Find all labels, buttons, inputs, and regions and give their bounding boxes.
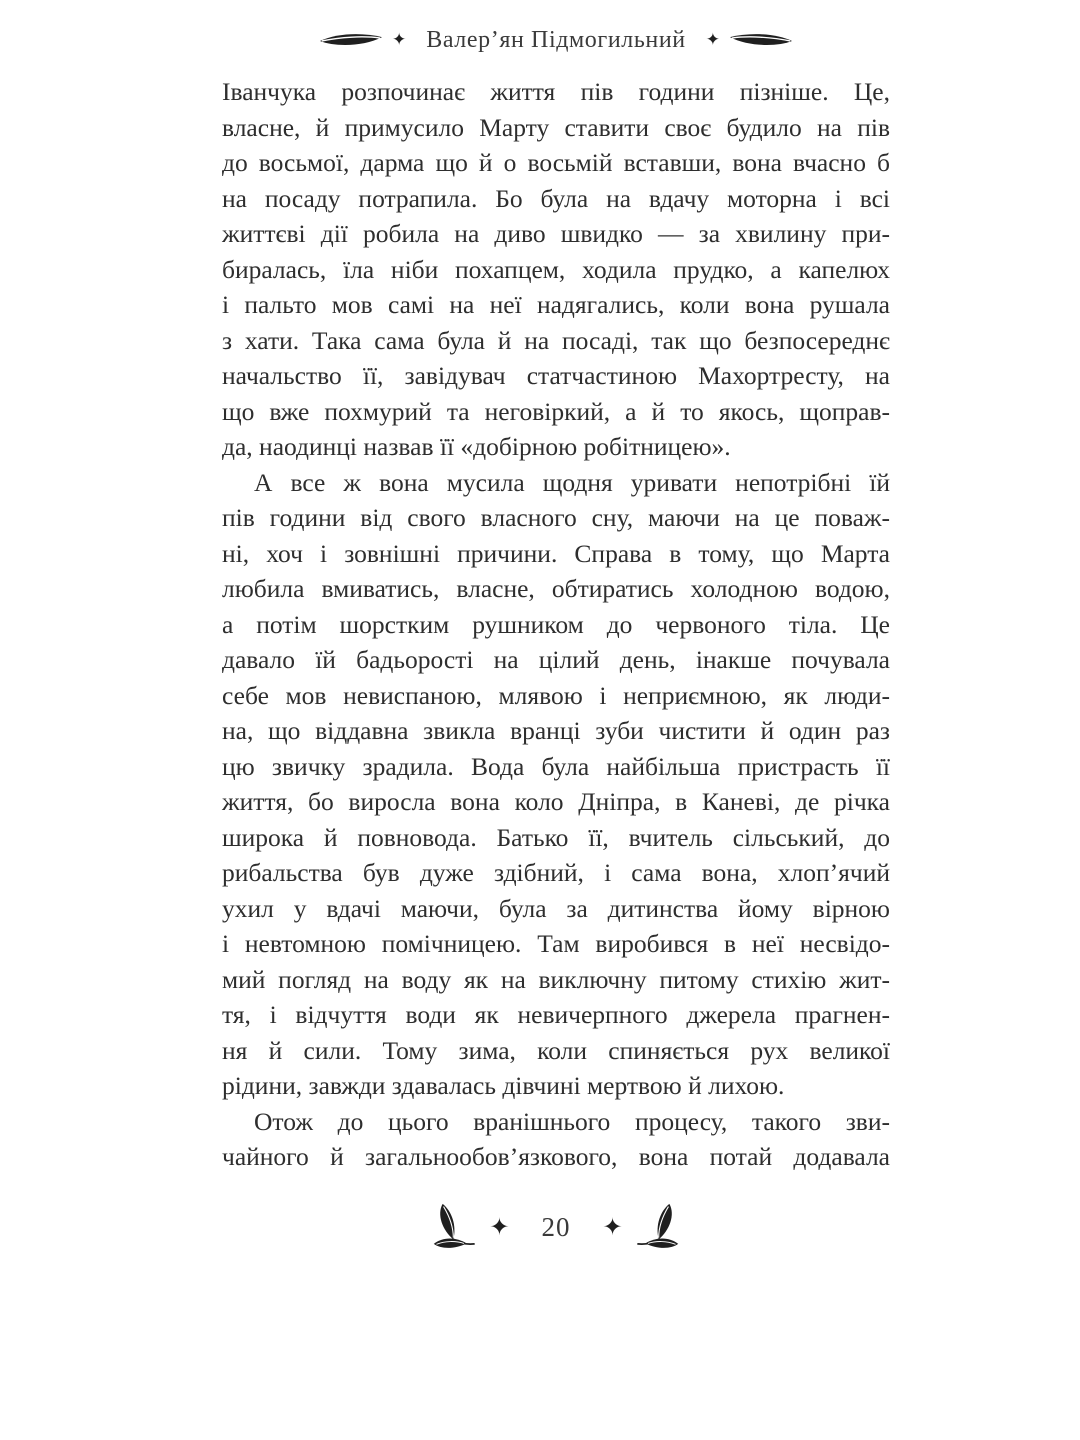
text-body bbox=[222, 74, 890, 1175]
text-line: мий погляд на воду як на виключну питому стихію жит- bbox=[222, 964, 890, 994]
text-line: себе мов невиспаною, млявою і неприємною, як люди- bbox=[222, 680, 890, 710]
header-ornament-left bbox=[319, 31, 406, 49]
text-line: на посаду потрапила. Бо була на вдачу моторна і всі bbox=[222, 183, 890, 213]
text-line: життя, бо виросла вона коло Дніпра, в Каневі, де річка bbox=[222, 787, 890, 816]
footer-ornament-right bbox=[603, 1201, 680, 1253]
text-line: А все ж вона мусила щодня уривати непотрібні їй bbox=[254, 467, 890, 497]
footer-leaf-right-icon bbox=[632, 1201, 680, 1253]
footer-leaf-left-icon bbox=[432, 1201, 480, 1253]
text-line: з хати. Така сама була й на посаді, так що безпосереднє bbox=[222, 325, 890, 355]
text-line: ня й сили. Тому зима, коли спиняється рух великої bbox=[222, 1035, 890, 1065]
page-footer bbox=[222, 1196, 890, 1258]
text-line: широка й повновода. Батько її, вчитель сільський, до bbox=[222, 822, 890, 852]
paragraph bbox=[222, 1104, 890, 1175]
text-line: життєві дії робила на диво швидко — за хвилину при- bbox=[222, 219, 890, 248]
text-line: Іванчука розпочинає життя пів години пізніше. Це, bbox=[222, 77, 890, 106]
footer-ornament-left bbox=[432, 1201, 509, 1253]
text-line: пів години від свого власного сну, маючи на це поваж- bbox=[222, 503, 890, 532]
header-ornament-right bbox=[706, 31, 793, 49]
text-line: чайного й загальнообов’язкового, вона потай додавала bbox=[222, 1142, 890, 1171]
text-line: ухил у вдачі маючи, була за дитинства йому вірною bbox=[222, 893, 890, 923]
text-line: любила вмиватись, власне, обтиратись холодною водою, bbox=[222, 574, 890, 603]
diamond-icon: ✦ bbox=[391, 29, 407, 50]
leaf-ornament-left-icon bbox=[319, 31, 383, 49]
text-line: начальство її, завідувач статчастиною Махортресту, на bbox=[222, 361, 890, 390]
leaf-ornament-right-icon bbox=[729, 31, 793, 49]
text-line: а потім шорстким рушником до червоного тіла. Це bbox=[222, 609, 890, 639]
text-line: і пальто мов самі на неї надягались, коли вона рушала bbox=[222, 290, 890, 319]
text-line: на, що віддавна звикла вранці зуби чистити й один раз bbox=[222, 716, 890, 745]
text-line: Отож до цього вранішнього процесу, такого зви- bbox=[254, 1106, 890, 1136]
text-line: ні, хоч і зовнішні причини. Справа в тому, що Марта bbox=[222, 538, 890, 568]
text-line: що вже похмурий та неговіркий, а й то якось, щоправ- bbox=[222, 396, 890, 426]
diamond-icon: ✦ bbox=[602, 1213, 623, 1241]
text-line: власне, й примусило Марту ставити своє будило на пів bbox=[222, 112, 890, 142]
paragraph bbox=[222, 465, 890, 1104]
text-line: тя, і відчуття води як невичерпного джерела прагнен- bbox=[222, 1000, 890, 1029]
page-number: 20 bbox=[541, 1211, 571, 1242]
text-line: цю звичку зрадила. Вода була найбільша пристрасть її bbox=[222, 751, 890, 781]
text-line: рибальства був дуже здібний, і сама вона, хлоп’ячий bbox=[222, 858, 890, 887]
text-line: биралась, їла ніби похапцем, ходила прудко, а капелюх bbox=[222, 254, 890, 284]
page-header bbox=[222, 20, 890, 60]
text-line: і невтомною помічницею. Там виробився в неї несвідо- bbox=[222, 929, 890, 958]
diamond-icon: ✦ bbox=[705, 29, 720, 50]
author-name: Валер’ян Підмогильний bbox=[426, 26, 686, 53]
diamond-icon: ✦ bbox=[489, 1213, 510, 1241]
text-line: да, наодинці назвав її «добірною робітницею». bbox=[222, 432, 731, 461]
text-line: до восьмої, дарма що й о восьмій вставши, вона вчасно б bbox=[222, 148, 890, 177]
paragraph bbox=[222, 74, 890, 465]
text-line: рідини, завжди здавалась дівчині мертвою й лихою. bbox=[222, 1071, 785, 1100]
text-line: давало їй бадьорості на цілий день, інакше почувала bbox=[222, 645, 890, 674]
